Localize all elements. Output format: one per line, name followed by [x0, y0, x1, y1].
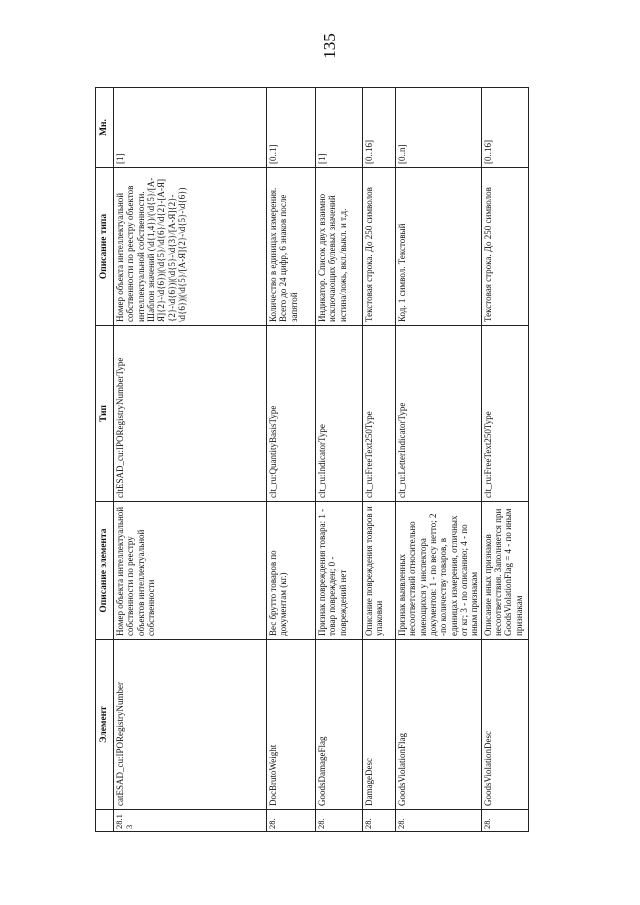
- row-type-description: Текстовая строка. До 250 символов: [481, 168, 528, 326]
- row-multiplicity: [0..16]: [363, 88, 396, 168]
- row-number: 28.13: [114, 810, 267, 832]
- header-num: [96, 810, 114, 832]
- row-number: 28.: [316, 810, 363, 832]
- row-element: GoodsDamageFlag: [316, 640, 363, 810]
- row-element: GoodsViolationDesc: [481, 640, 528, 810]
- row-type: clt_ru:QuantityBasisType: [267, 326, 316, 502]
- row-element: DamageDesc: [363, 640, 396, 810]
- row-type: clt_ru:FreeText250Type: [481, 326, 528, 502]
- page-number-text: 135: [320, 33, 339, 59]
- table-row: [316, 88, 363, 832]
- row-description: Вес брутто товаров по документам (кг.): [267, 502, 316, 640]
- row-type: clt_ru:LetterIndicatorType: [396, 326, 482, 502]
- table-row: [363, 88, 396, 832]
- row-multiplicity: [1]: [114, 88, 267, 168]
- table-row: [481, 88, 528, 832]
- header-element: Элемент: [96, 640, 114, 810]
- row-description: Номер объекта интеллектуальной собственности по реестру объектов интеллектуальной собственности: [114, 502, 267, 640]
- row-type: clt_ru:FreeText250Type: [363, 326, 396, 502]
- header-type-description: Описание типа: [96, 168, 114, 326]
- row-multiplicity: [0..16]: [481, 88, 528, 168]
- header-type: Тип: [96, 326, 114, 502]
- table-header-row: [96, 88, 114, 832]
- row-type-description: Индикатор. Список двух взаимно исключающих булевых значений истина/ложь, вкл./выкл. и т.д.: [316, 168, 363, 326]
- row-number: 28.: [267, 810, 316, 832]
- row-type-description: Номер объекта интеллектуальной собственности по реестру объектов интеллектуальной собственности. Шаблон значений (\d{1,4})/(\d{5}/[А-Я]{2}-\d{6})|(\d{5}/\d{6}/\d{2}-[А-Я]{2}-\d{6})|(\d{5}-\d{3}/[А-Я]{2}-\d{6})|(\d{5}/[А-Я]{2}-\d{5}-\d{6}): [114, 168, 267, 326]
- row-description: Признак повреждения товара: 1 - товар поврежден; 0 - повреждений нет: [316, 502, 363, 640]
- header-element-description: Описание элемента: [96, 502, 114, 640]
- table-row: [114, 88, 267, 832]
- elements-table: [95, 87, 529, 832]
- row-element: catESAD_cu:IPORegistryNumber: [114, 640, 267, 810]
- row-description: Признак выявленных несоответствий относительно имеющихся у инспектора документов: 1 - по весу нетто; 2 -по количеству товаров, в единицах измерения, отличных от кг; 3 - по описанию; 4 - по иным признакам: [396, 502, 482, 640]
- row-type-description: Код. 1 символ. Текстовый: [396, 168, 482, 326]
- row-multiplicity: [1]: [316, 88, 363, 168]
- row-multiplicity: [0..1]: [267, 88, 316, 168]
- row-element: DocBrutoWeight: [267, 640, 316, 810]
- row-multiplicity: [0..n]: [396, 88, 482, 168]
- row-type-description: Количество в единицах измерения. Всего до 24 цифр, 6 знаков после запятой: [267, 168, 316, 326]
- row-number: 28.: [396, 810, 482, 832]
- row-type-description: Текстовая строка. До 250 символов: [363, 168, 396, 326]
- row-number: 28.: [481, 810, 528, 832]
- table-row: [396, 88, 482, 832]
- row-element: GoodsViolationFlag: [396, 640, 482, 810]
- page-number: [300, 16, 360, 76]
- row-description: Описание иных признаков несоответствия. Заполняется при GoodsViolationFlag = 4 - по иным признакам: [481, 502, 528, 640]
- header-multiplicity: Мн.: [96, 88, 114, 168]
- table-row: [267, 88, 316, 832]
- row-description: Описание повреждения товаров и упаковки: [363, 502, 396, 640]
- row-type: cltESAD_cu:IPORegistryNumberType: [114, 326, 267, 502]
- row-number: 28.: [363, 810, 396, 832]
- row-type: clt_ru:IndicatorType: [316, 326, 363, 502]
- rotated-table-wrapper: [95, 88, 545, 832]
